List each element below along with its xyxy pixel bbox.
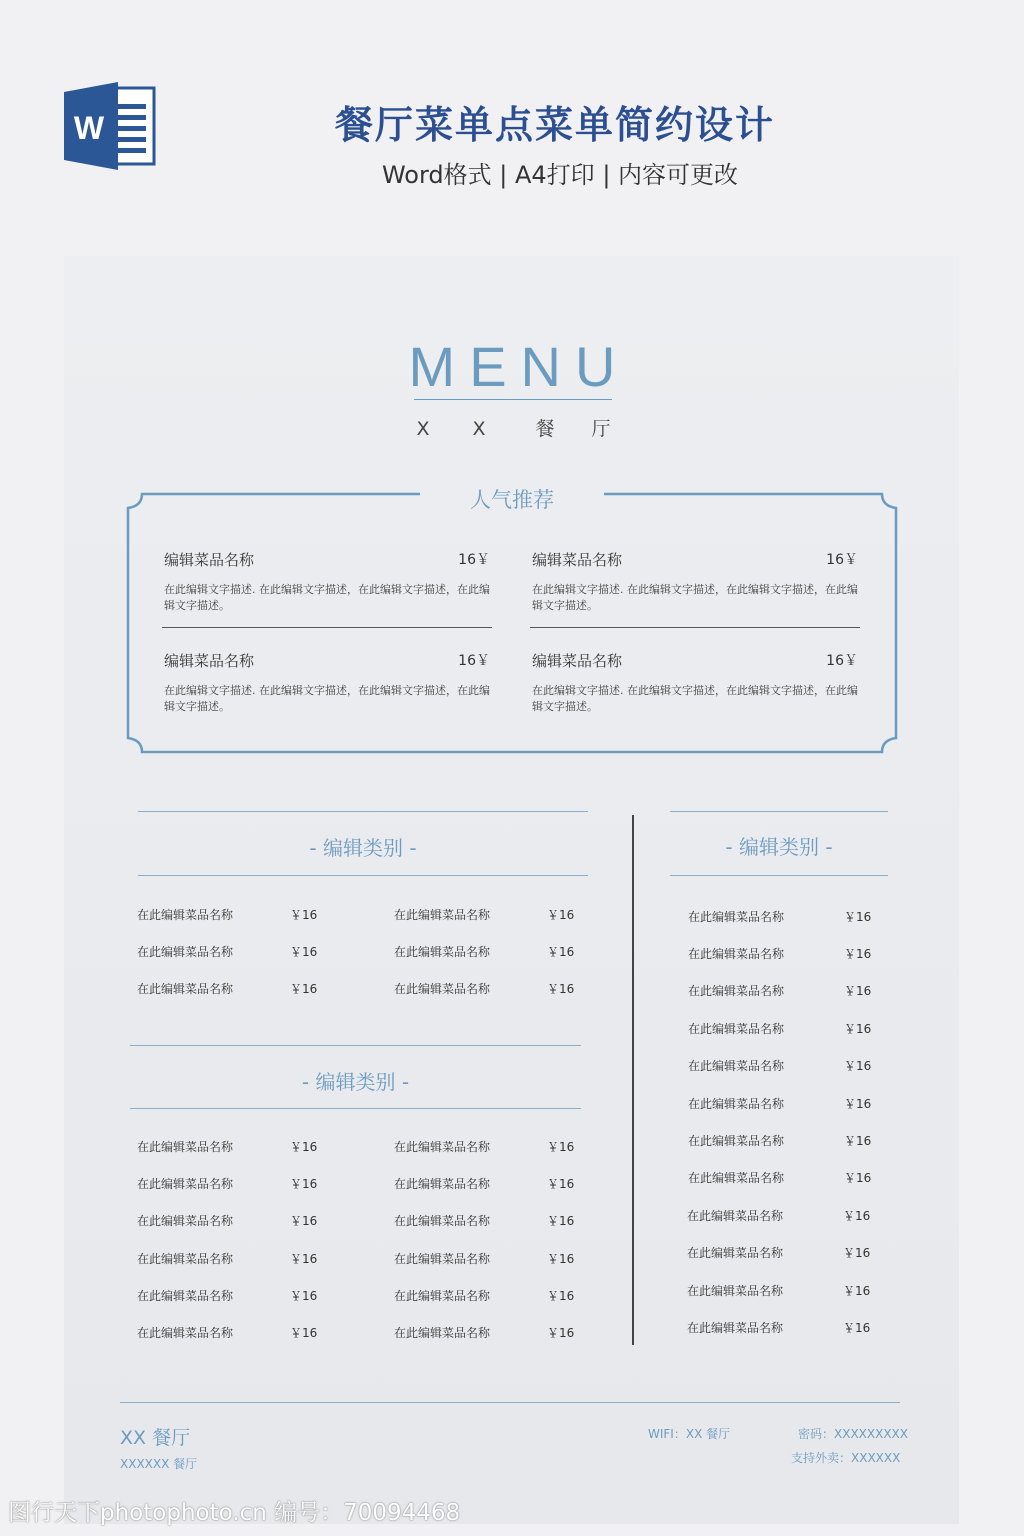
category-rule: [130, 1045, 581, 1046]
menu-item-name: 在此编辑菜品名称: [394, 1140, 491, 1154]
menu-item-price: ￥16: [290, 908, 318, 922]
menu-item-price: ￥16: [844, 1134, 872, 1148]
dish-description: 在此编辑文字描述. 在此编辑文字描述，在此编辑文字描述，在此编辑文字描述。: [164, 583, 490, 612]
menu-item-price: ￥16: [844, 947, 872, 961]
menu-item-name: 在此编辑菜品名称: [687, 1246, 784, 1260]
dish-description: 在此编辑文字描述. 在此编辑文字描述，在此编辑文字描述，在此编辑文字描述。: [532, 583, 858, 612]
menu-item-price: ￥16: [547, 1252, 575, 1266]
menu-item-price: ￥16: [843, 1321, 871, 1335]
dish-price: 16￥: [826, 653, 858, 669]
menu-item-price: ￥16: [547, 1140, 575, 1154]
restaurant-name: [0, 414, 1024, 441]
svg-text:W: W: [73, 110, 105, 146]
footer-delivery: 支持外卖：XXXXXX: [791, 1451, 901, 1465]
menu-item-name: 在此编辑菜品名称: [137, 1177, 234, 1191]
menu-item-name: 在此编辑菜品名称: [688, 910, 785, 924]
dish-price: 16￥: [826, 552, 858, 568]
restaurant-char: 餐: [535, 418, 555, 440]
menu-item-name: 在此编辑菜品名称: [137, 1214, 234, 1228]
menu-item-price: ￥16: [290, 945, 318, 959]
dish-divider: [530, 627, 860, 628]
menu-item-name: 在此编辑菜品名称: [137, 982, 234, 996]
popular-dish: [532, 650, 860, 715]
restaurant-char: X: [472, 418, 486, 440]
dish-description: 在此编辑文字描述. 在此编辑文字描述，在此编辑文字描述，在此编辑文字描述。: [532, 684, 858, 713]
popular-dish: [532, 549, 860, 614]
menu-item-price: ￥16: [290, 1252, 318, 1266]
menu-item-price: ￥16: [290, 1177, 318, 1191]
menu-item-price: ￥16: [844, 1171, 872, 1185]
dish-name: 编辑菜品名称: [164, 551, 255, 569]
popular-title: 人气推荐: [470, 488, 554, 512]
menu-item-name: 在此编辑菜品名称: [687, 1209, 784, 1223]
menu-item-price: ￥16: [844, 1059, 872, 1073]
dish-price: 16￥: [458, 552, 490, 568]
category-rule: [138, 811, 588, 812]
menu-item-name: 在此编辑菜品名称: [688, 984, 785, 998]
menu-item-name: 在此编辑菜品名称: [137, 1252, 234, 1266]
menu-item-price: ￥16: [844, 910, 872, 924]
menu-item-name: 在此编辑菜品名称: [394, 1214, 491, 1228]
menu-item-name: 在此编辑菜品名称: [394, 945, 491, 959]
menu-item-price: ￥16: [290, 1140, 318, 1154]
category-rule: [130, 1108, 581, 1109]
menu-item-name: 在此编辑菜品名称: [688, 947, 785, 961]
header-subtitle: Word格式 | A4打印 | 内容可更改: [381, 161, 739, 189]
popular-dish: [164, 549, 492, 614]
dish-price: 16￥: [458, 653, 490, 669]
menu-item-price: ￥16: [290, 982, 318, 996]
category-title: - 编辑类别 -: [301, 1070, 410, 1094]
watermark: 图行天下photophoto.cn 编号：70094468: [8, 1500, 461, 1526]
menu-item-price: ￥16: [843, 1246, 871, 1260]
dish-name: 编辑菜品名称: [532, 652, 623, 670]
menu-item-name: 在此编辑菜品名称: [394, 908, 491, 922]
menu-title-underline: [414, 399, 612, 400]
restaurant-char: X: [416, 418, 430, 440]
dish-description: 在此编辑文字描述. 在此编辑文字描述，在此编辑文字描述，在此编辑文字描述。: [164, 684, 490, 713]
menu-item-name: 在此编辑菜品名称: [394, 1326, 491, 1340]
menu-item-price: ￥16: [290, 1326, 318, 1340]
menu-item-name: 在此编辑菜品名称: [137, 908, 234, 922]
menu-item-name: 在此编辑菜品名称: [394, 982, 491, 996]
menu-item-price: ￥16: [844, 1097, 872, 1111]
dish-name: 编辑菜品名称: [532, 551, 623, 569]
menu-item-name: 在此编辑菜品名称: [137, 1289, 234, 1303]
category-title: - 编辑类别 -: [309, 836, 417, 860]
menu-item-price: ￥16: [290, 1289, 318, 1303]
category-rule: [670, 811, 888, 812]
category-rule: [670, 875, 888, 876]
menu-item-name: 在此编辑菜品名称: [688, 1097, 785, 1111]
menu-title: MENU: [408, 335, 630, 398]
dish-name: 编辑菜品名称: [164, 652, 255, 670]
menu-item-name: 在此编辑菜品名称: [688, 1059, 785, 1073]
restaurant-char: 厅: [591, 418, 611, 440]
menu-item-price: ￥16: [547, 982, 575, 996]
menu-item-price: ￥16: [547, 1326, 575, 1340]
footer-password: 密码：XXXXXXXXX: [798, 1427, 908, 1441]
menu-item-name: 在此编辑菜品名称: [688, 1022, 785, 1036]
menu-item-name: 在此编辑菜品名称: [687, 1284, 784, 1298]
dish-divider: [162, 627, 492, 628]
menu-item-price: ￥16: [547, 1214, 575, 1228]
menu-item-name: 在此编辑菜品名称: [137, 1140, 234, 1154]
footer-restaurant-sub: XXXXXX 餐厅: [120, 1457, 198, 1471]
menu-item-name: 在此编辑菜品名称: [394, 1177, 491, 1191]
menu-item-name: 在此编辑菜品名称: [688, 1171, 785, 1185]
footer-wifi: WIFI：XX 餐厅: [648, 1427, 731, 1441]
menu-item-price: ￥16: [844, 1022, 872, 1036]
column-divider: [632, 815, 634, 1345]
category-rule: [138, 875, 588, 876]
menu-item-price: ￥16: [844, 984, 872, 998]
menu-item-name: 在此编辑菜品名称: [394, 1252, 491, 1266]
popular-dish: [164, 650, 492, 715]
menu-item-name: 在此编辑菜品名称: [394, 1289, 491, 1303]
menu-item-price: ￥16: [843, 1284, 871, 1298]
category-title: - 编辑类别 -: [725, 835, 833, 859]
menu-item-price: ￥16: [843, 1209, 871, 1223]
menu-item-price: ￥16: [547, 1289, 575, 1303]
menu-item-price: ￥16: [290, 1214, 318, 1228]
header-title: 餐厅菜单点菜单简约设计: [334, 103, 775, 147]
menu-item-price: ￥16: [547, 945, 575, 959]
menu-item-price: ￥16: [547, 908, 575, 922]
menu-item-price: ￥16: [547, 1177, 575, 1191]
footer-rule: [120, 1402, 900, 1403]
menu-item-name: 在此编辑菜品名称: [687, 1321, 784, 1335]
menu-item-name: 在此编辑菜品名称: [137, 945, 234, 959]
menu-item-name: 在此编辑菜品名称: [137, 1326, 234, 1340]
footer-restaurant-name: XX 餐厅: [120, 1427, 191, 1449]
menu-item-name: 在此编辑菜品名称: [688, 1134, 785, 1148]
